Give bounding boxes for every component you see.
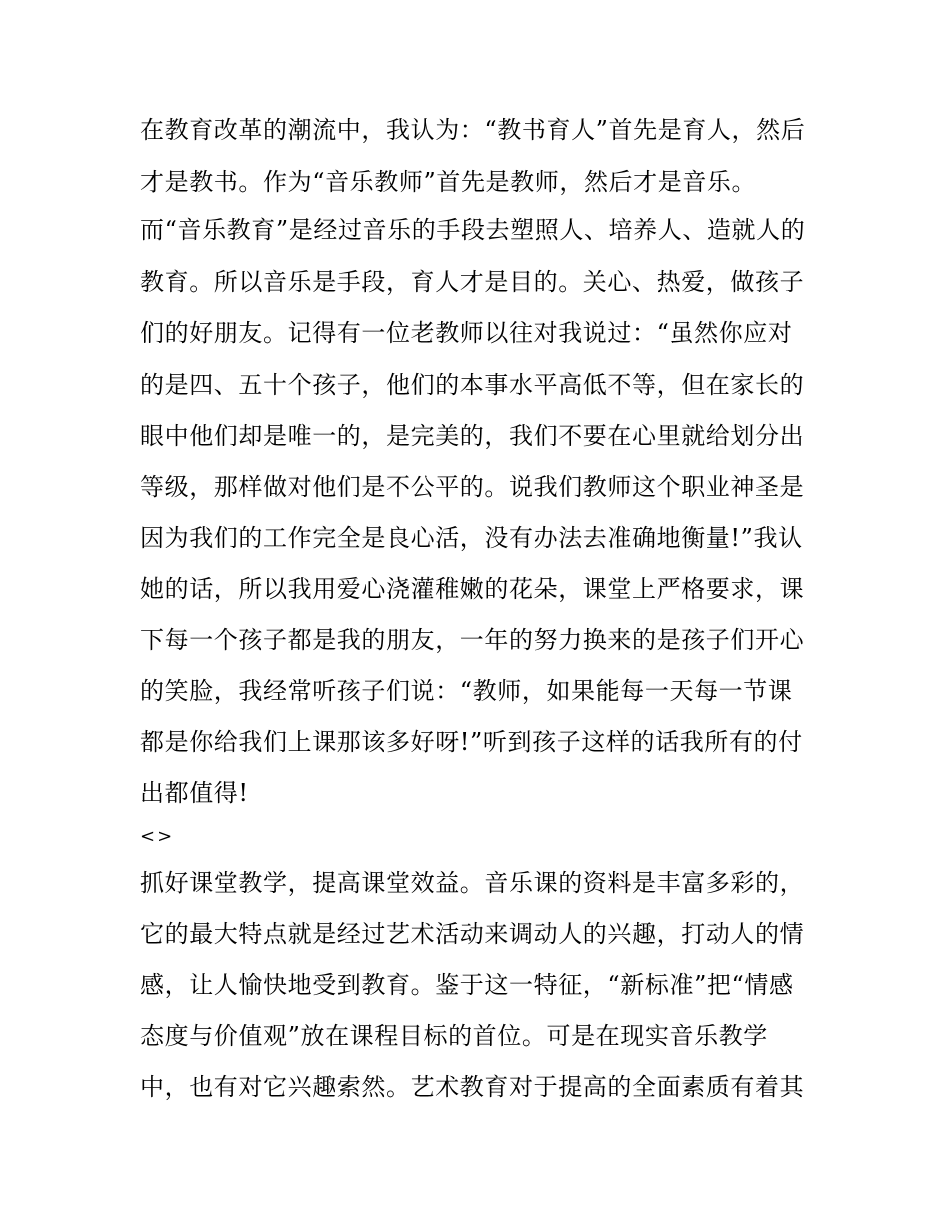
text-line: 眼中他们却是唯一的，是完美的，我们不要在心里就给划分出	[140, 422, 805, 450]
text-line: 感，让人愉快地受到教育。鉴于这一特征，“新标准”把“情感	[140, 971, 794, 999]
text-line: 因为我们的工作完全是良心活，没有办法去准确地衡量!”我认	[140, 524, 803, 552]
text-line: 而“音乐教育”是经过音乐的手段去塑照人、培养人、造就人的	[140, 216, 806, 244]
text-line: 都是你给我们上课那该多好呀!”听到孩子这样的话我所有的付	[140, 728, 803, 756]
text-line: 的是四、五十个孩子，他们的本事水平高低不等，但在家长的	[140, 371, 805, 399]
text-line: 在教育改革的潮流中，我认为：“教书育人”首先是育人，然后	[140, 116, 806, 144]
text-line: 中，也有对它兴趣索然。艺术教育对于提高的全面素质有着其	[140, 1073, 805, 1101]
text-line: 等级，那样做对他们是不公平的。说我们教师这个职业神圣是	[140, 473, 805, 501]
text-line: 出都值得!	[140, 779, 249, 807]
text-line: 抓好课堂教学，提高课堂效益。音乐课的资料是丰富多彩的，	[140, 869, 805, 897]
text-line: 们的好朋友。记得有一位老教师以往对我说过：“虽然你应对	[140, 319, 793, 347]
text-line: 才是教书。作为“音乐教师”首先是教师，然后才是音乐。	[140, 168, 757, 196]
section-marker: <>	[140, 826, 175, 847]
text-line: 教育。所以音乐是手段，育人才是目的。关心、热爱，做孩子	[140, 268, 805, 296]
text-line: 她的话，所以我用爱心浇灌稚嫩的花朵，课堂上严格要求，课	[140, 575, 805, 603]
text-line: 下每一个孩子都是我的朋友，一年的努力换来的是孩子们开心	[140, 626, 805, 654]
text-line: 态度与价值观”放在课程目标的首位。可是在现实音乐教学	[140, 1022, 768, 1050]
text-line: 它的最大特点就是经过艺术活动来调动人的兴趣，打动人的情	[140, 920, 805, 948]
text-line: 的笑脸，我经常听孩子们说：“教师，如果能每一天每一节课	[140, 677, 793, 705]
